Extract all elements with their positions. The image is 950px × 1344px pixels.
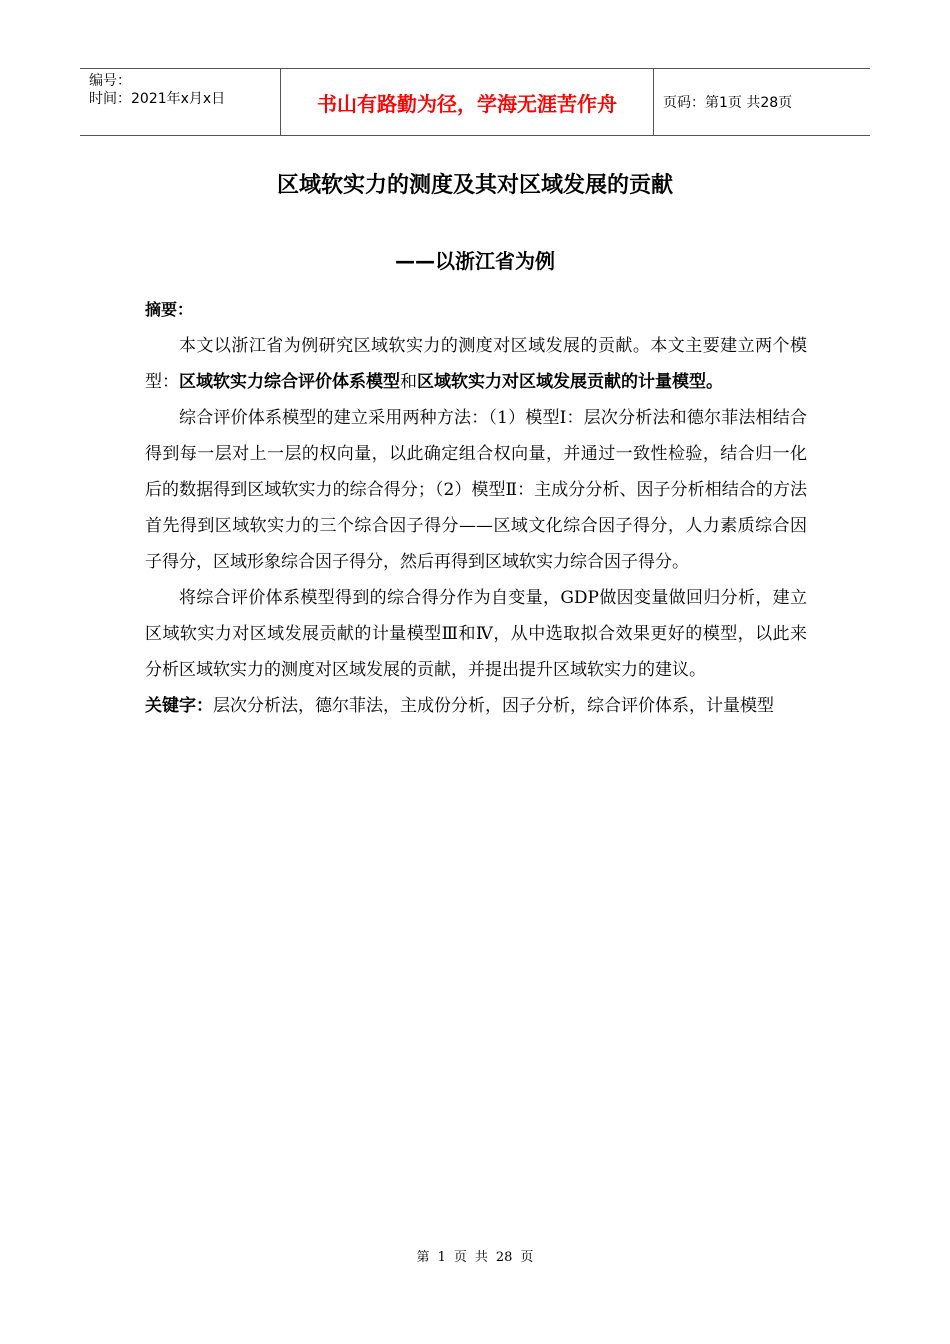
footer-ye: 页	[453, 1250, 467, 1265]
p1-text-1: 本文以浙江省为例研究区域软实力的测度对区域发展的贡献。本文主要建立两个模型：	[145, 336, 807, 392]
keywords-text: 层次分析法，德尔菲法，主成份分析，因子分析，综合评价体系，计量模型	[213, 696, 774, 716]
number-label: 编号：	[89, 73, 131, 89]
footer-gong: 共	[474, 1250, 488, 1265]
abstract-paragraph-2: 综合评价体系模型的建立采用两种方法：（1）模型Ⅰ：层次分析法和德尔菲法相结合得到每一层对上一层的权向量，以此确定组合权向量，并通过一致性检验，结合归一化后的数据得到区域软实力的综合得分；（2）模型Ⅱ：主成分分析、因子分析相结合的方法首先得到区域软实力的三个综合因子得分——区域文化综合因子得分，人力素质综合因子得分，区域形象综合因子得分，然后再得到区域软实力综合因子得分。	[145, 408, 807, 572]
p1-bold-1: 区域软实力综合评价体系模型	[179, 372, 400, 392]
abstract-paragraph-1	[145, 328, 807, 400]
document-body	[145, 292, 807, 724]
document-title: 区域软实力的测度及其对区域发展的贡献	[276, 173, 673, 198]
abstract-label: 摘要：	[145, 300, 194, 319]
abstract-paragraph-3: 将综合评价体系模型得到的综合得分作为自变量，GDP做因变量做回归分析，建立区域软实力对区域发展贡献的计量模型Ⅲ和Ⅳ，从中选取拟合效果更好的模型，以此来分析区域软实力的测度对区域发展的贡献，并提出提升区域软实力的建议。	[145, 588, 807, 680]
header-page-info: 页码：第1页 共28页	[663, 95, 793, 111]
footer-di: 第	[416, 1250, 430, 1265]
p1-text-2: 和	[400, 372, 417, 392]
header-motto: 书山有路勤为径，学海无涯苦作舟	[281, 69, 654, 135]
page-footer	[0, 1246, 950, 1265]
footer-ye-2: 页	[520, 1250, 534, 1265]
footer-total-pages: 28	[495, 1250, 513, 1265]
header-meta-cell	[80, 69, 281, 135]
document-subtitle: ——以浙江省为例	[395, 249, 555, 273]
footer-page-number: 1	[437, 1250, 446, 1265]
header-table	[80, 68, 870, 136]
keywords-paragraph	[145, 688, 807, 724]
p1-bold-2: 区域软实力对区域发展贡献的计量模型。	[417, 372, 723, 392]
date-label: 时间：2021年x月x日	[89, 91, 226, 107]
keywords-label: 关键字：	[145, 696, 213, 716]
